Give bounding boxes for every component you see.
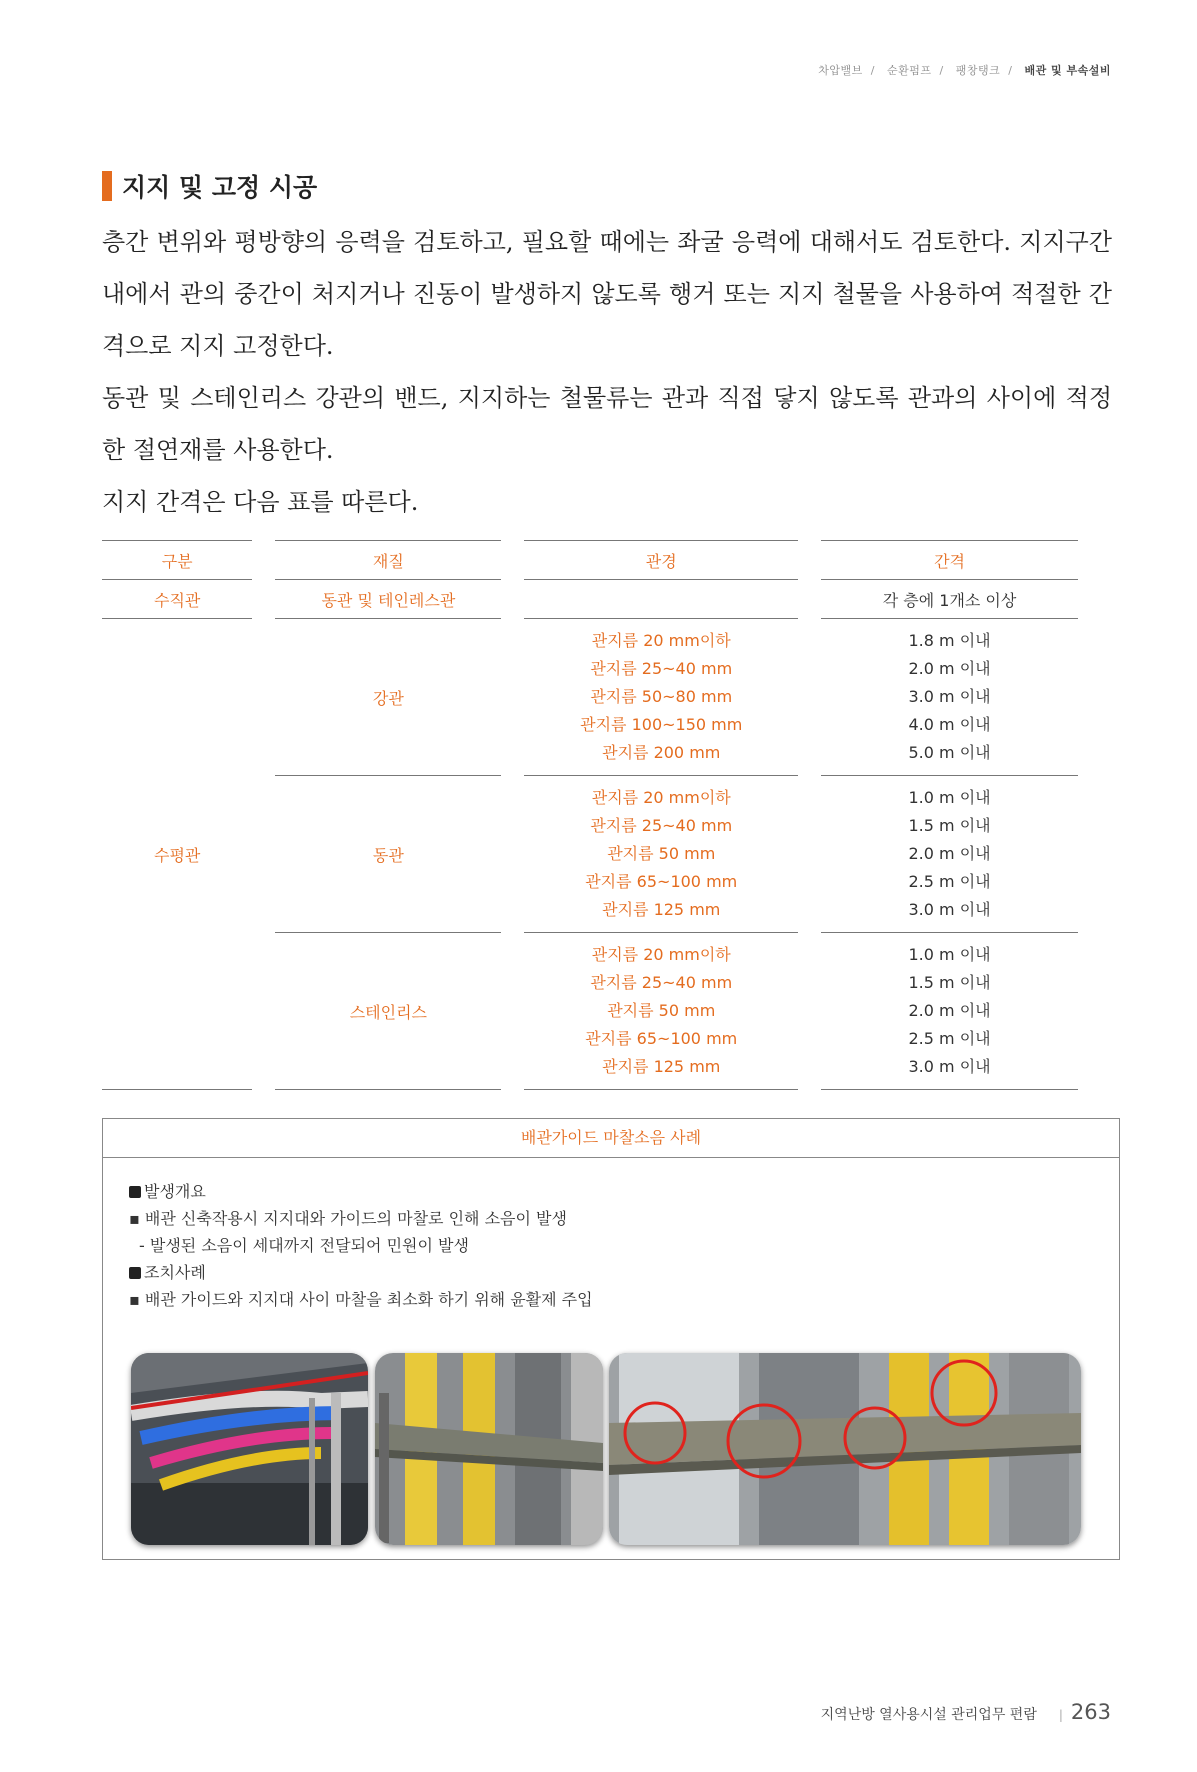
- diameter-item: 관지름 25~40 mm: [590, 816, 733, 835]
- breadcrumb-current: 배관 및 부속설비: [1024, 64, 1111, 77]
- spacing-cell: 각 층에 1개소 이상: [821, 580, 1078, 619]
- material-cell: 동관: [275, 776, 501, 933]
- diameter-list: [524, 619, 798, 776]
- diameter-item: 관지름 200 mm: [602, 743, 721, 762]
- diameter-cell: [524, 580, 798, 619]
- spacing-list: [821, 933, 1078, 1090]
- diameter-item: 관지름 100~150 mm: [580, 715, 743, 734]
- paragraph: 지지 간격은 다음 표를 따른다.: [102, 488, 419, 516]
- diameter-item: 관지름 20 mm이하: [591, 945, 731, 964]
- diameter-item: 관지름 20 mm이하: [591, 631, 731, 650]
- pipe-support-photo: [375, 1353, 603, 1545]
- diameter-item: 관지름 50 mm: [607, 844, 716, 863]
- paragraph: 층간 변위와 평방향의 응력을 검토하고, 필요할 때에는 좌굴 응력에 대해서도 검토한다. 지지구간 내에서 관의 중간이 처지거나 진동이 발생하지 않도록 행거 또는 지지 철물을 사용하여 적절한 간격으로 지지 고정한다.: [102, 228, 1112, 360]
- friction-points-photo: [609, 1353, 1081, 1545]
- overview-line: ▪ 배관 신축작용시 지지대와 가이드의 마찰로 인해 소음이 발생: [129, 1209, 567, 1228]
- paragraph: 동관 및 스테인리스 강관의 밴드, 지지하는 철물류는 관과 직접 닿지 않도록 관과의 사이에 적정한 절연재를 사용한다.: [102, 384, 1112, 464]
- spacing-item: 1.0 m 이내: [908, 945, 991, 964]
- action-line: ▪ 배관 가이드와 지지대 사이 마찰을 최소화 하기 위해 윤활제 주입: [129, 1290, 593, 1309]
- spacing-item: 1.5 m 이내: [908, 973, 991, 992]
- diameter-item: 관지름 50~80 mm: [590, 687, 733, 706]
- case-title: 배관가이드 마찰소음 사례: [103, 1119, 1119, 1158]
- spacing-item: 3.0 m 이내: [908, 900, 991, 919]
- spacing-item: 2.0 m 이내: [908, 659, 991, 678]
- header-category: 구분: [102, 540, 252, 580]
- spacing-list: [821, 776, 1078, 933]
- breadcrumb-item: 차압밸브: [818, 64, 863, 77]
- diameter-item: 관지름 20 mm이하: [591, 788, 731, 807]
- spacing-item: 2.0 m 이내: [908, 1001, 991, 1020]
- diameter-item: 관지름 65~100 mm: [585, 1029, 738, 1048]
- material-cell: 동관 및 테인레스관: [275, 580, 501, 619]
- diameter-item: 관지름 125 mm: [602, 900, 721, 919]
- diameter-list: [524, 776, 798, 933]
- breadcrumb-item: 팽창탱크: [955, 64, 1001, 77]
- spacing-item: 3.0 m 이내: [908, 1057, 991, 1076]
- header-material: 재질: [275, 540, 501, 580]
- body-text: [102, 216, 1112, 528]
- photo-strip: [131, 1353, 1101, 1545]
- table-header-row: [102, 540, 1078, 580]
- diameter-list: [524, 933, 798, 1090]
- section-title: [102, 168, 317, 204]
- material-cell: 스테인리스: [275, 933, 501, 1090]
- diameter-item: 관지름 50 mm: [607, 1001, 716, 1020]
- footer-title: 지역난방 열사용시설 관리업무 편람: [820, 1707, 1037, 1723]
- spacing-item: 4.0 m 이내: [908, 715, 991, 734]
- material-cell: 강관: [275, 619, 501, 776]
- support-spacing-table: [79, 540, 1101, 1090]
- spacing-item: 2.0 m 이내: [908, 844, 991, 863]
- case-box: [102, 1118, 1120, 1560]
- ceiling-pipes-photo: [131, 1353, 368, 1545]
- overview-line: - 발생된 소음이 세대까지 전달되어 민원이 발생: [139, 1236, 469, 1255]
- table-row: [102, 580, 1078, 619]
- square-bullet-icon: [129, 1267, 141, 1279]
- header-spacing: 간격: [821, 540, 1078, 580]
- spacing-item: 1.0 m 이내: [908, 788, 991, 807]
- diameter-item: 관지름 125 mm: [602, 1057, 721, 1076]
- spacing-list: [821, 619, 1078, 776]
- spacing-item: 1.8 m 이내: [908, 631, 991, 650]
- page-footer: [821, 1700, 1111, 1724]
- spacing-item: 2.5 m 이내: [908, 1029, 991, 1048]
- diameter-item: 관지름 25~40 mm: [590, 973, 733, 992]
- diameter-item: 관지름 25~40 mm: [590, 659, 733, 678]
- square-bullet-icon: [129, 1186, 141, 1198]
- section-title-text: 지지 및 고정 시공: [122, 173, 318, 202]
- breadcrumb: 차압밸브 / 순환펌프 / 팽창탱크 / 배관 및 부속설비: [818, 64, 1111, 77]
- spacing-item: 1.5 m 이내: [908, 816, 991, 835]
- diameter-item: 관지름 65~100 mm: [585, 872, 738, 891]
- page-number: 263: [1070, 1700, 1111, 1724]
- footer-divider: |: [1058, 1708, 1063, 1722]
- breadcrumb-item: 순환펌프: [886, 64, 932, 77]
- action-heading: 조치사례: [129, 1259, 1093, 1286]
- header-diameter: 관경: [524, 540, 798, 580]
- category-cell: 수평관: [102, 619, 252, 1090]
- spacing-item: 2.5 m 이내: [908, 872, 991, 891]
- table-row: [102, 619, 1078, 776]
- spacing-item: 3.0 m 이내: [908, 687, 991, 706]
- spacing-item: 5.0 m 이내: [908, 743, 991, 762]
- category-cell: 수직관: [102, 580, 252, 619]
- title-accent-bar: [102, 171, 112, 201]
- case-body: [103, 1158, 1119, 1333]
- overview-heading: 발생개요: [129, 1178, 1093, 1205]
